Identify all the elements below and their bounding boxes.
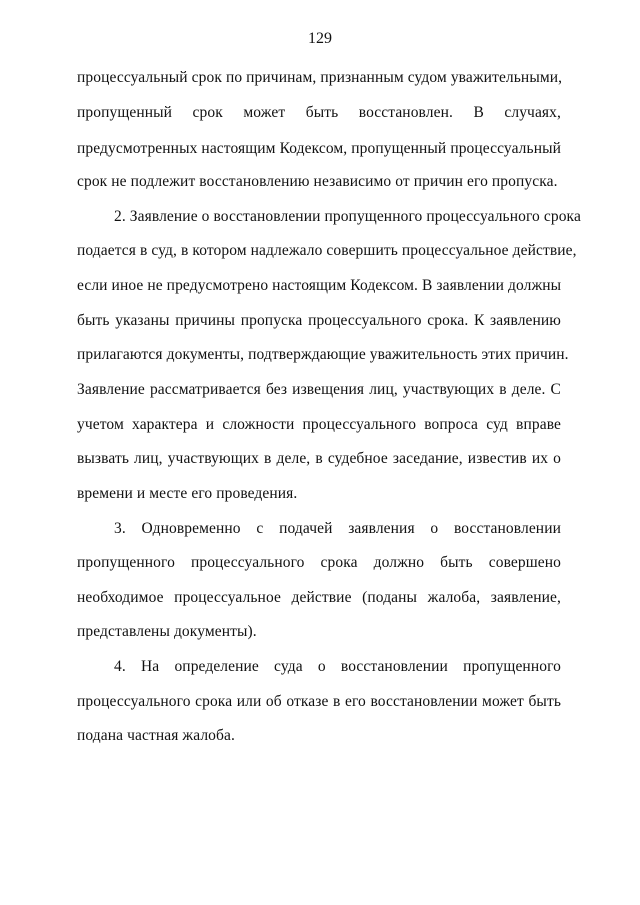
paragraph-line: Заявление рассматривается без извещения лиц, участвующих в деле. С	[77, 381, 561, 398]
paragraph-line: учетом характера и сложности процессуального вопроса суд вправе	[77, 416, 561, 433]
paragraph-line: процессуальный срок по причинам, признанным судом уважительными,	[77, 69, 563, 86]
paragraph-line: представлены документы).	[77, 623, 257, 640]
paragraph-line: вызвать лиц, участвующих в деле, в судебное заседание, известив их о	[77, 450, 561, 467]
paragraph-line: процессуального срока или об отказе в его восстановлении может быть	[77, 693, 561, 710]
paragraph-line: предусмотренных настоящим Кодексом, пропущенный процессуальный	[77, 140, 561, 157]
paragraph-line: быть указаны причины пропуска процессуального срока. К заявлению	[77, 312, 561, 329]
paragraph-line: 3. Одновременно с подачей заявления о восстановлении	[114, 520, 561, 537]
paragraph-line: 4. На определение суда о восстановлении пропущенного	[114, 658, 561, 675]
paragraph-line: времени и месте его проведения.	[77, 485, 298, 502]
paragraph-line: если иное не предусмотрено настоящим Кодексом. В заявлении должны	[77, 277, 562, 294]
paragraph-line: срок не подлежит восстановлению независимо от причин его пропуска.	[77, 173, 558, 190]
paragraph-line: 2. Заявление о восстановлении пропущенного процессуального срока	[114, 208, 581, 225]
page-number: 129	[308, 30, 332, 47]
paragraph-line: подается в суд, в котором надлежало совершить процессуальное действие,	[77, 242, 577, 259]
paragraph-line: пропущенного процессуального срока должно быть совершено	[77, 554, 561, 571]
paragraph-line: пропущенный срок может быть восстановлен. В случаях,	[77, 104, 561, 121]
paragraph-line: прилагаются документы, подтверждающие уважительность этих причин.	[77, 346, 569, 363]
paragraph-line: необходимое процессуальное действие (поданы жалоба, заявление,	[77, 589, 561, 606]
paragraph-line: подана частная жалоба.	[77, 727, 235, 744]
